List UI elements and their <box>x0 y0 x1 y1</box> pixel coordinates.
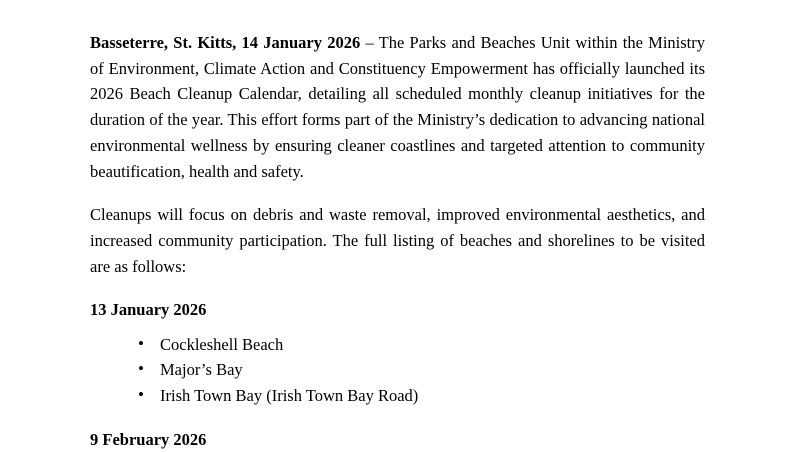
lead-paragraph <box>90 30 705 184</box>
list-item <box>138 332 705 357</box>
list-item-label: Irish Town Bay (Irish Town Bay Road) <box>160 385 419 405</box>
list-item-label: Cockleshell Beach <box>160 335 284 355</box>
lead-paragraph-body: – The Parks and Beaches Unit within the Ministry of Environment, Climate Action and Constituency Empowerment has officially launched its 2026 Beach Cleanup Calendar, detailing all scheduled monthly cleanup initiatives for the duration of the year. This effort forms part of the Ministry’s dedication to advancing national environmental wellness by ensuring cleaner coastlines and targeted attention to community beautification, health and safety. <box>90 33 705 181</box>
beach-list-january <box>90 332 705 407</box>
list-item-label: Major’s Bay <box>160 360 243 380</box>
section-heading-february: 9 February 2026 <box>90 429 207 449</box>
bullet-icon: • <box>138 334 144 354</box>
bullet-icon: • <box>138 359 144 379</box>
bullet-icon: • <box>138 384 144 404</box>
second-paragraph: Cleanups will focus on debris and waste removal, improved environmental aesthetics, and increased community participation. The full listing of beaches and shorelines to be visited are as follows: <box>90 205 705 276</box>
list-item <box>138 357 705 382</box>
list-item <box>138 383 705 408</box>
dateline: Basseterre, St. Kitts, 14 January 2026 <box>90 33 361 52</box>
section-heading-january: 13 January 2026 <box>90 299 207 319</box>
